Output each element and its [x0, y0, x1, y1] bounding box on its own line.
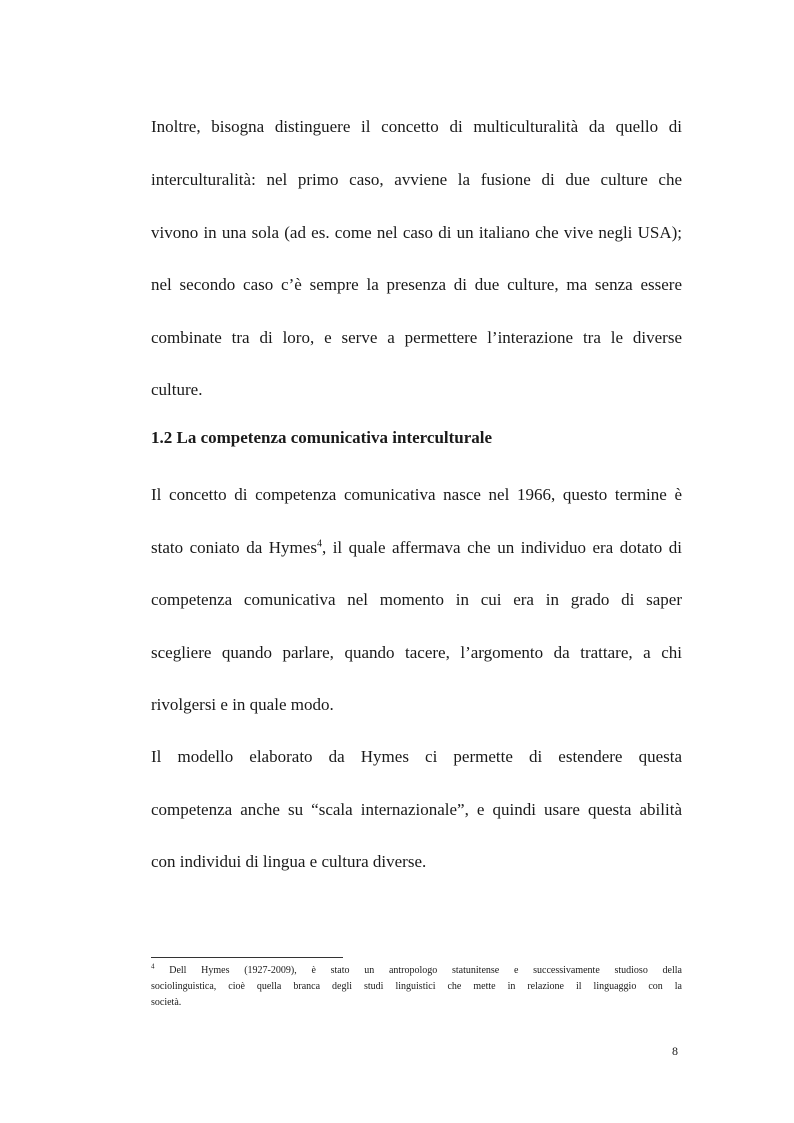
footnote-line-1-text: Dell Hymes (1927-2009), è stato un antropologo statunitense e successivamente studioso della: [154, 965, 682, 976]
section-heading: 1.2 La competenza comunicativa interculturale: [151, 428, 493, 447]
paragraph-1-line-2: interculturalità: nel primo caso, avviene la fusione di due culture che: [151, 170, 682, 189]
paragraph-2-line-3: competenza comunicativa nel momento in cui era in grado di saper: [151, 590, 682, 609]
page-number: 8: [672, 1044, 678, 1058]
footnote-reference[interactable]: 4: [316, 538, 322, 550]
paragraph-2-line-2-end: , il quale affermava che un individuo era dotato di: [321, 538, 682, 557]
paragraph-1-line-3: vivono in una sola (ad es. come nel caso di un italiano che vive negli USA);: [151, 223, 682, 242]
paragraph-3-line-1: Il modello elaborato da Hymes ci permette di estendere questa: [151, 747, 682, 766]
paragraph-3-line-3: con individui di lingua e cultura diverse.: [151, 852, 427, 871]
footnote-line-2: sociolinguistica, cioè quella branca degli studi linguistici che mette in relazione il linguaggio con la: [151, 981, 682, 992]
footnote-number: 4: [151, 962, 155, 971]
paragraph-1-line-1: Inoltre, bisogna distinguere il concetto di multiculturalità da quello di: [151, 117, 682, 136]
paragraph-2-line-2-start: stato coniato da Hymes: [151, 538, 317, 557]
paragraph-3-line-2: competenza anche su “scala internazionale”, e quindi usare questa abilità: [151, 800, 682, 819]
paragraph-2-line-4: scegliere quando parlare, quando tacere, l’argomento da trattare, a chi: [151, 643, 682, 662]
paragraph-1-line-5: combinate tra di loro, e serve a permettere l’interazione tra le diverse: [151, 328, 682, 347]
footnote-separator: [151, 957, 343, 958]
paragraph-2-line-5: rivolgersi e in quale modo.: [151, 695, 334, 714]
footnote-line-1: [151, 964, 682, 978]
footnote-line-3: società.: [151, 997, 182, 1008]
paragraph-2-line-2: [151, 537, 682, 559]
paragraph-1-line-4: nel secondo caso c’è sempre la presenza di due culture, ma senza essere: [151, 275, 682, 294]
paragraph-2-line-1: Il concetto di competenza comunicativa nasce nel 1966, questo termine è: [151, 485, 682, 504]
paragraph-1-line-6: culture.: [151, 380, 203, 399]
